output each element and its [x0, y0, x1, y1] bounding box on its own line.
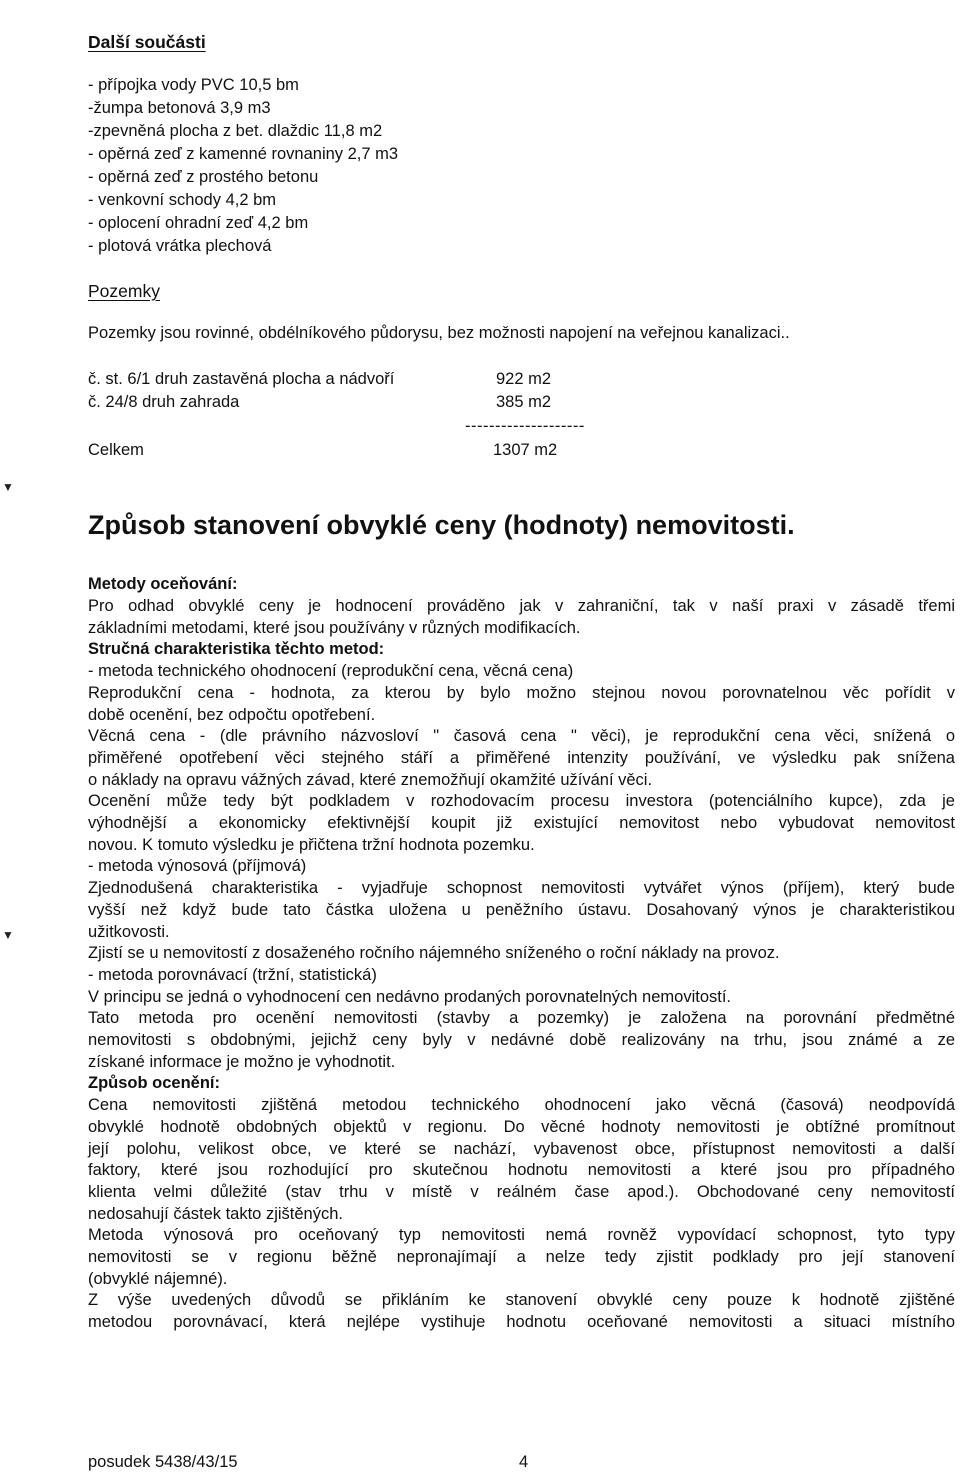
list-item: - oplocení ohradní zeď 4,2 bm	[88, 214, 309, 232]
text-line: Tato metoda pro ocenění nemovitosti (stavby a pozemky) je založena na porovnání předmětné	[88, 1009, 955, 1028]
text-line: Reprodukční cena - hodnota, za kterou by bylo možno stejnou novou porovnatelnou věc pořídit v	[88, 683, 955, 702]
parcel-label: č. 24/8 druh zahrada	[88, 393, 240, 411]
text-line: Zjednodušená charakteristika - vyjadřuje schopnost nemovitosti vytvářet výnos (příjem), který bude	[88, 879, 955, 898]
text-line: nedosahují částek takto zjištěných.	[88, 1204, 343, 1223]
parcel-area: 385 m2	[496, 393, 552, 411]
parcel-label: č. st. 6/1 druh zastavěná plocha a nádvoří	[88, 370, 395, 388]
text-line: V principu se jedná o vyhodnocení cen nedávno prodaných porovnatelných nemovitostí.	[88, 987, 732, 1006]
text-line: vyšší než když bude tato částka uložena u peněžního ústavu. Dosahovaný výnos je charakteristikou	[88, 900, 955, 919]
list-item: -zpevněná plocha z bet. dlaždic 11,8 m2	[88, 122, 383, 140]
text-line: základními metodami, které jsou používány v různých modifikacích.	[88, 618, 581, 637]
text-line: přiměřené opotřebení věci stejného stáří a přiměřené intenzity používání, ve výsledku pak snížena	[88, 748, 955, 767]
parcel-area: 922 m2	[496, 370, 552, 388]
text-line: klienta velmi důležité (stav trhu v místě v reálném čase apod.). Obchodované ceny nemovitostí	[88, 1182, 955, 1201]
text-line: době ocenění, bez odpočtu opotřebení.	[88, 705, 376, 724]
list-item: - opěrná zeď z kamenné rovnaniny 2,7 m3	[88, 145, 399, 163]
list-item: - venkovní schody 4,2 bm	[88, 191, 277, 209]
text-line: její polohu, velikost obce, ve které se nachází, vybavenost obce, přístupnost nemovitosti a další	[88, 1139, 955, 1158]
list-item: - plotová vrátka plechová	[88, 237, 272, 255]
text-line: Zjistí se u nemovitostí z dosaženého ročního nájemného sníženého o roční náklady na provoz.	[88, 944, 780, 963]
text-line: - metoda porovnávací (tržní, statistická)	[88, 965, 377, 984]
text-line: Ocenění může tedy být podkladem v rozhodovacím procesu investora (potenciálního kupce), zda je	[88, 792, 955, 811]
text-line: nemovitosti se v regionu běžně nepronajímají a nelze tedy zjistit podklady pro její stanovení	[88, 1248, 955, 1266]
total-label: Celkem	[88, 441, 144, 459]
text-line: Cena nemovitosti zjištěná metodou technického ohodnocení jako věcná (časová) neodpovídá	[88, 1096, 955, 1115]
pozemky-description: Pozemky jsou rovinné, obdélníkového půdorysu, bez možnosti napojení na veřejnou kanalizaci..	[88, 324, 790, 342]
document-id: posudek 5438/43/15	[88, 1453, 238, 1471]
text-line: faktory, které jsou rozhodující pro skutečnou hodnotu nemovitosti a které jsou pro případného	[88, 1161, 955, 1180]
text-line: - metoda technického ohodnocení (reprodukční cena, věcná cena)	[88, 662, 574, 681]
text-line: novou. K tomuto výsledku je přičtena tržní hodnota pozemku.	[88, 835, 535, 854]
text-line: - metoda výnosová (příjmová)	[88, 857, 307, 876]
text-line: nemovitosti s obdobnými, jejichž ceny byly v nedávné době realizovány na trhu, jsou známé a ze	[88, 1031, 955, 1049]
section-title-dalsi-soucasti: Další součásti	[88, 32, 206, 52]
section-title-pozemky: Pozemky	[88, 281, 160, 301]
text-line: o náklady na opravu vážných závad, které znemožňují okamžité užívání věci.	[88, 770, 653, 789]
methods-label: Metody oceňování:	[88, 575, 238, 593]
text-line: Metoda výnosová pro oceňovaný typ nemovitosti nemá rovněž vypovídací schopnost, tyto typy	[88, 1226, 955, 1245]
page-number: 4	[519, 1453, 529, 1471]
text-line: užitkovosti.	[88, 922, 170, 941]
text-line: získané informace je možno je vyhodnotit.	[88, 1052, 396, 1071]
text-line: Pro odhad obvyklé ceny je hodnocení prováděno jak v zahraniční, tak v naší praxi v zásadě třemi	[88, 597, 955, 615]
text-line: metodou porovnávací, která nejlépe vystihuje hodnotu oceňované nemovitosti a situaci místního	[88, 1313, 955, 1332]
list-item: - opěrná zeď z prostého betonu	[88, 168, 319, 186]
text-line: obvyklé hodnotě obdobných objektů v regionu. Do věcné hodnoty nemovitosti je obtížné promítnout	[88, 1117, 955, 1136]
subheading: Stručná charakteristika těchto metod:	[88, 640, 385, 659]
margin-mark: ▼	[2, 928, 14, 942]
subheading: Způsob ocenění:	[88, 1074, 220, 1093]
list-item: - přípojka vody PVC 10,5 bm	[88, 76, 299, 94]
sum-separator: --------------------	[465, 417, 585, 435]
margin-mark: ▼	[2, 480, 14, 494]
valuation-heading: Způsob stanovení obvyklé ceny (hodnoty) nemovitosti.	[88, 510, 795, 540]
list-item: -žumpa betonová 3,9 m3	[88, 99, 271, 117]
text-line: výhodnější a ekonomicky efektivnější koupit již existující nemovitost nebo vybudovat nemovitost	[88, 814, 955, 832]
text-line: (obvyklé nájemné).	[88, 1269, 228, 1288]
total-value: 1307 m2	[493, 441, 558, 459]
text-line: Věcná cena - (dle právního názvosloví " časová cena " věci), je reprodukční cena věci, snížená o	[88, 727, 955, 746]
text-line: Z výše uvedených důvodů se přikláním ke stanovení obvyklé ceny pouze k hodnotě zjištěné	[88, 1291, 955, 1310]
